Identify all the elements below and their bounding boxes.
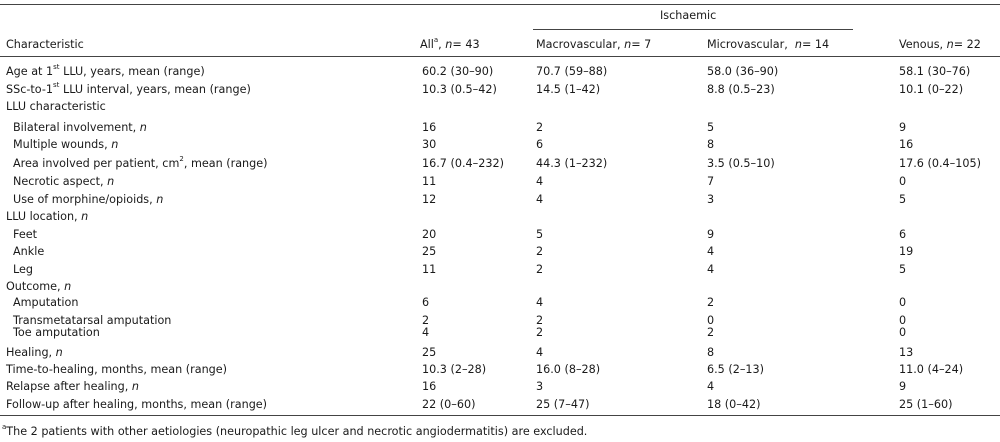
cell-microvascular: 7 bbox=[707, 175, 715, 188]
cell-all: 25 bbox=[422, 245, 437, 258]
cell-macrovascular: 4 bbox=[536, 296, 544, 309]
cell-macrovascular: 5 bbox=[536, 228, 544, 241]
row-label-age: Age at 1st LLU, years, mean (range) bbox=[6, 63, 205, 78]
ischaemic-group-rule bbox=[533, 29, 853, 30]
row-label-healing: Healing, n bbox=[6, 346, 63, 359]
top-rule bbox=[0, 4, 1000, 5]
cell-microvascular: 8 bbox=[707, 346, 715, 359]
cell-venous: 0 bbox=[899, 314, 907, 327]
row-label-time-to-healing: Time-to-healing, months, mean (range) bbox=[6, 363, 228, 376]
cell-all: 16 bbox=[422, 380, 437, 393]
cell-microvascular: 9 bbox=[707, 228, 715, 241]
cell-all: 60.2 (30–90) bbox=[422, 65, 494, 78]
cell-venous: 0 bbox=[899, 175, 907, 188]
row-label-necrotic-aspect: Necrotic aspect, n bbox=[13, 175, 115, 188]
row-label-feet: Feet bbox=[13, 228, 37, 241]
cell-macrovascular: 4 bbox=[536, 175, 544, 188]
cell-microvascular: 2 bbox=[707, 326, 715, 339]
cell-microvascular: 2 bbox=[707, 296, 715, 309]
cell-all: 22 (0–60) bbox=[422, 398, 476, 411]
cell-all: 12 bbox=[422, 193, 437, 206]
table-footnote: $^a$The 2 patients with other aetiologies (neuropathic leg ulcer and necrotic angiodermatitis) are excluded. bbox=[2, 423, 588, 438]
cell-all: 4 bbox=[422, 326, 430, 339]
cell-venous: 25 (1–60) bbox=[899, 398, 953, 411]
row-label-ssc-interval: SSc-to-1st LLU interval, years, mean (range) bbox=[6, 81, 251, 96]
row-label-relapse: Relapse after healing, n bbox=[6, 380, 139, 393]
header-bottom-rule bbox=[0, 56, 1000, 57]
row-label-area-involved: Area involved per patient, $cm^2$, mean (range) bbox=[13, 155, 268, 170]
row-label-transmetatarsal-amputation: Transmetatarsal amputation bbox=[13, 314, 172, 327]
col-header-all: All$^a$, n= 43 bbox=[420, 36, 480, 51]
cell-macrovascular: 44.3 (1–232) bbox=[536, 157, 608, 170]
cell-macrovascular: 4 bbox=[536, 193, 544, 206]
col-header-characteristic: Characteristic bbox=[6, 38, 84, 51]
cell-microvascular: 4 bbox=[707, 380, 715, 393]
cell-macrovascular: 2 bbox=[536, 263, 544, 276]
cell-all: 2 bbox=[422, 314, 430, 327]
cell-venous: 11.0 (4–24) bbox=[899, 363, 964, 376]
table-bottom-rule bbox=[0, 415, 1000, 416]
cell-macrovascular: 6 bbox=[536, 138, 544, 151]
cell-macrovascular: 14.5 (1–42) bbox=[536, 83, 601, 96]
cell-microvascular: 8 bbox=[707, 138, 715, 151]
cell-all: 16.7 (0.4–232) bbox=[422, 157, 504, 170]
cell-macrovascular: 2 bbox=[536, 245, 544, 258]
cell-all: 30 bbox=[422, 138, 437, 151]
cell-venous: 5 bbox=[899, 263, 907, 276]
cell-microvascular: 5 bbox=[707, 121, 715, 134]
row-label-bilateral: Bilateral involvement, n bbox=[13, 121, 147, 134]
col-header-macrovascular: Macrovascular, n= 7 bbox=[536, 38, 652, 51]
cell-all: 10.3 (0.5–42) bbox=[422, 83, 497, 96]
cell-venous: 13 bbox=[899, 346, 914, 359]
cell-all: 10.3 (2–28) bbox=[422, 363, 487, 376]
cell-macrovascular: 2 bbox=[536, 121, 544, 134]
cell-microvascular: 3 bbox=[707, 193, 715, 206]
cell-macrovascular: 2 bbox=[536, 314, 544, 327]
cell-all: 16 bbox=[422, 121, 437, 134]
section-label-llu-location: LLU location, n bbox=[6, 210, 89, 223]
col-header-microvascular: Microvascular, n= 14 bbox=[707, 38, 830, 51]
cell-macrovascular: 25 (7–47) bbox=[536, 398, 590, 411]
cell-venous: 19 bbox=[899, 245, 914, 258]
cell-macrovascular: 3 bbox=[536, 380, 544, 393]
cell-macrovascular: 16.0 (8–28) bbox=[536, 363, 601, 376]
cell-macrovascular: 4 bbox=[536, 346, 544, 359]
cell-all: 25 bbox=[422, 346, 437, 359]
cell-all: 20 bbox=[422, 228, 437, 241]
cell-venous: 6 bbox=[899, 228, 907, 241]
cell-microvascular: 3.5 (0.5–10) bbox=[707, 157, 775, 170]
cell-all: 11 bbox=[422, 175, 437, 188]
cell-microvascular: 4 bbox=[707, 245, 715, 258]
cell-venous: 0 bbox=[899, 296, 907, 309]
row-label-follow-up: Follow-up after healing, months, mean (range) bbox=[6, 398, 268, 411]
col-header-venous: Venous, n= 22 bbox=[899, 38, 981, 51]
section-label-llu-characteristic: LLU characteristic bbox=[6, 100, 106, 113]
row-label-multiple-wounds: Multiple wounds, n bbox=[13, 138, 119, 151]
cell-microvascular: 58.0 (36–90) bbox=[707, 65, 779, 78]
cell-microvascular: 6.5 (2–13) bbox=[707, 363, 765, 376]
row-label-leg: Leg bbox=[13, 263, 34, 276]
cell-microvascular: 18 (0–42) bbox=[707, 398, 761, 411]
cell-venous: 10.1 (0–22) bbox=[899, 83, 964, 96]
row-label-ankle: Ankle bbox=[13, 245, 45, 258]
cell-macrovascular: 70.7 (59–88) bbox=[536, 65, 608, 78]
row-label-toe-amputation: Toe amputation bbox=[13, 326, 100, 339]
cell-all: 6 bbox=[422, 296, 430, 309]
section-label-outcome: Outcome, n bbox=[6, 280, 72, 293]
cell-venous: 17.6 (0.4–105) bbox=[899, 157, 981, 170]
cell-venous: 16 bbox=[899, 138, 914, 151]
cell-macrovascular: 2 bbox=[536, 326, 544, 339]
cell-microvascular: 8.8 (0.5–23) bbox=[707, 83, 775, 96]
cell-microvascular: 4 bbox=[707, 263, 715, 276]
cell-venous: 9 bbox=[899, 380, 907, 393]
group-header-ischaemic: Ischaemic bbox=[660, 9, 717, 22]
cell-microvascular: 0 bbox=[707, 314, 715, 327]
row-label-morphine-opioids: Use of morphine/opioids, n bbox=[13, 193, 164, 206]
cell-venous: 58.1 (30–76) bbox=[899, 65, 971, 78]
cell-venous: 0 bbox=[899, 326, 907, 339]
cell-venous: 5 bbox=[899, 193, 907, 206]
cell-all: 11 bbox=[422, 263, 437, 276]
row-label-amputation: Amputation bbox=[13, 296, 79, 309]
cell-venous: 9 bbox=[899, 121, 907, 134]
